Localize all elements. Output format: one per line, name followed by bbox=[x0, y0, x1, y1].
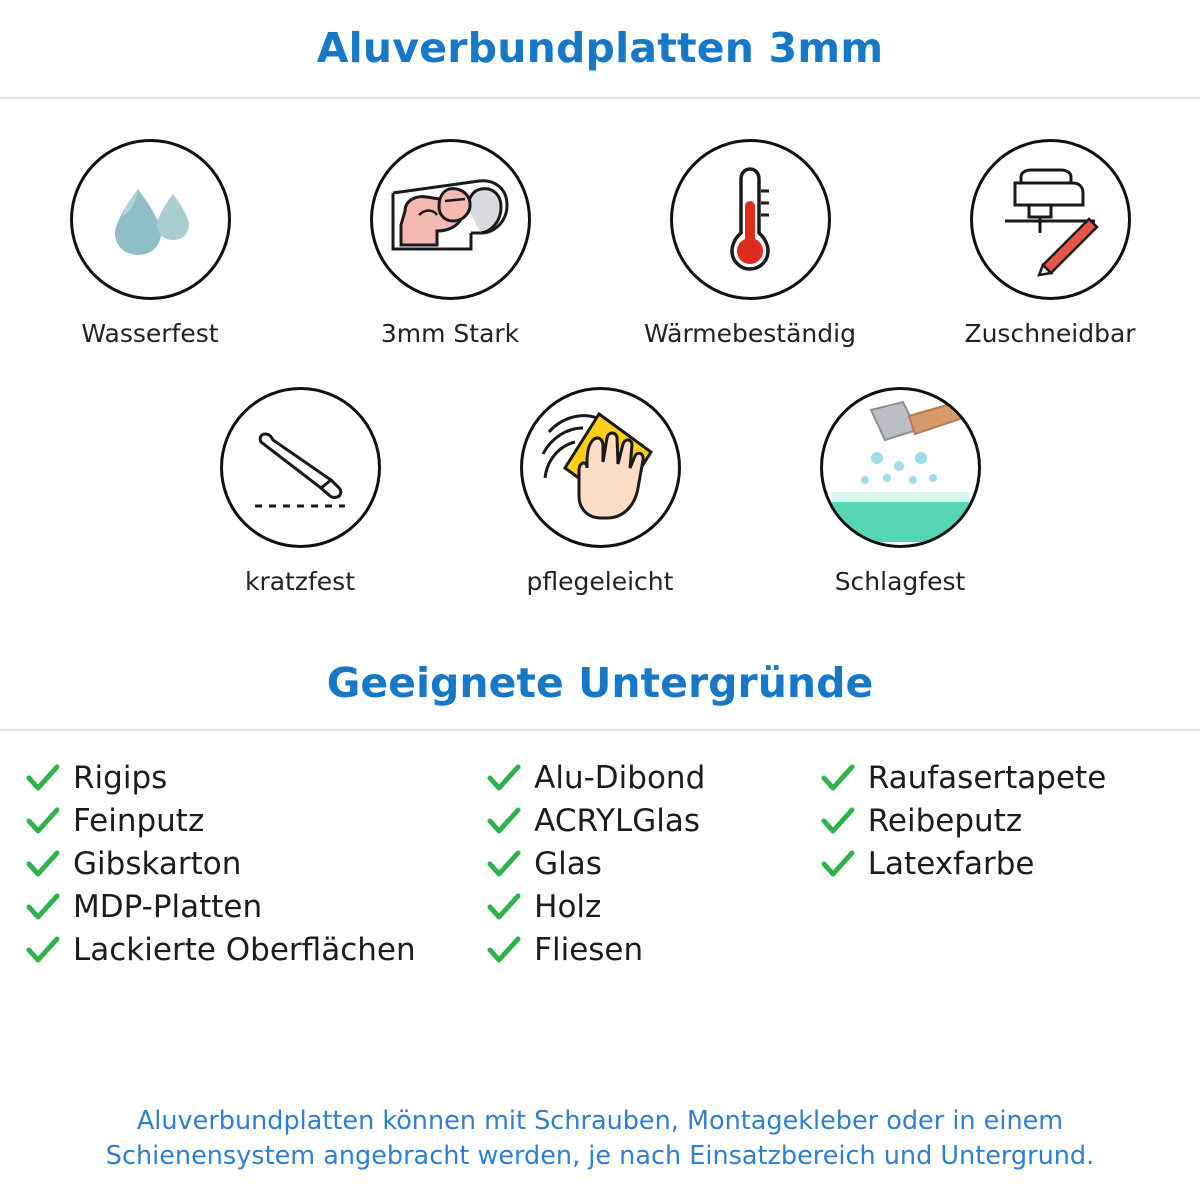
feature-label: Zuschneidbar bbox=[964, 319, 1136, 349]
check-icon bbox=[487, 892, 521, 922]
feature-wasserfest bbox=[0, 139, 300, 349]
list-item bbox=[821, 800, 1174, 843]
strong-arm-icon bbox=[375, 145, 525, 295]
feature-label: 3mm Stark bbox=[380, 319, 520, 349]
feature-icon-circle bbox=[520, 387, 681, 548]
water-drops-icon bbox=[91, 161, 209, 279]
list-item bbox=[26, 843, 487, 886]
list-item-label: ACRYLGlas bbox=[534, 802, 701, 839]
list-item-label: Feinputz bbox=[73, 802, 205, 839]
check-icon bbox=[26, 849, 60, 879]
feature-label: Wasserfest bbox=[81, 319, 219, 349]
substrates-lists bbox=[0, 757, 1200, 972]
list-item bbox=[821, 843, 1174, 886]
list-item-label: Latexfarbe bbox=[867, 845, 1035, 882]
check-icon bbox=[821, 849, 855, 879]
feature-row-2 bbox=[0, 387, 1200, 597]
list-item-label: MDP-Platten bbox=[73, 888, 263, 925]
feature-zuschneidbar bbox=[900, 139, 1200, 349]
list-item bbox=[26, 886, 487, 929]
footer-note: Aluverbundplatten können mit Schrauben, Montagekleber oder in einem Schienensystem angebracht werden, je nach Einsatzbereich und Untergrund. bbox=[105, 1105, 1095, 1171]
list-item-label: Rigips bbox=[73, 759, 168, 796]
knife-scratch-icon bbox=[235, 402, 365, 532]
check-icon bbox=[487, 849, 521, 879]
list-item-label: Holz bbox=[534, 888, 602, 925]
feature-label: Schlagfest bbox=[834, 566, 966, 596]
list-item-label: Fliesen bbox=[534, 931, 644, 968]
feature-3mm-stark bbox=[300, 139, 600, 349]
list-item bbox=[487, 800, 821, 843]
feature-grid bbox=[0, 139, 1200, 597]
page-title: Aluverbundplatten 3mm bbox=[316, 24, 884, 72]
list-item-label: Alu-Dibond bbox=[534, 759, 706, 796]
feature-kratzfest bbox=[150, 387, 450, 597]
check-icon bbox=[26, 935, 60, 965]
header bbox=[0, 0, 1200, 71]
check-icon bbox=[26, 806, 60, 836]
substrates-column-3 bbox=[821, 757, 1174, 972]
feature-icon-circle bbox=[670, 139, 831, 300]
list-item-label: Gibskarton bbox=[73, 845, 242, 882]
feature-icon-circle bbox=[970, 139, 1131, 300]
check-icon bbox=[487, 806, 521, 836]
check-icon bbox=[26, 892, 60, 922]
feature-label: Wärmebeständig bbox=[644, 319, 856, 349]
list-item-label: Glas bbox=[534, 845, 602, 882]
jigsaw-cutter-icon bbox=[985, 155, 1115, 285]
list-item-label: Lackierte Oberflächen bbox=[73, 931, 416, 968]
substrates-column-2 bbox=[487, 757, 821, 972]
substrates-column-1 bbox=[26, 757, 487, 972]
substrates-title: Geeignete Untergründe bbox=[326, 658, 874, 707]
list-item bbox=[26, 757, 487, 800]
feature-row-1 bbox=[0, 139, 1200, 349]
check-icon bbox=[487, 763, 521, 793]
thermometer-icon bbox=[691, 161, 809, 279]
check-icon bbox=[821, 763, 855, 793]
list-item bbox=[821, 757, 1174, 800]
feature-icon-circle bbox=[70, 139, 231, 300]
feature-icon-circle bbox=[220, 387, 381, 548]
check-icon bbox=[487, 935, 521, 965]
substrates-divider bbox=[0, 729, 1200, 731]
list-item bbox=[26, 800, 487, 843]
list-item bbox=[487, 757, 821, 800]
feature-schlagfest bbox=[750, 387, 1050, 597]
header-divider bbox=[0, 97, 1200, 99]
feature-icon-circle bbox=[370, 139, 531, 300]
list-item bbox=[26, 929, 487, 972]
list-item bbox=[487, 929, 821, 972]
feature-pflegeleicht bbox=[450, 387, 750, 597]
feature-icon-circle bbox=[820, 387, 981, 548]
feature-label: pflegeleicht bbox=[526, 566, 674, 596]
feature-label: kratzfest bbox=[244, 566, 355, 596]
hand-cloth-icon bbox=[525, 392, 675, 542]
hammer-impact-icon bbox=[825, 392, 975, 542]
substrates-header bbox=[0, 659, 1200, 707]
check-icon bbox=[26, 763, 60, 793]
list-item-label: Reibeputz bbox=[867, 802, 1023, 839]
feature-waermebestaendig bbox=[600, 139, 900, 349]
list-item bbox=[487, 843, 821, 886]
check-icon bbox=[821, 806, 855, 836]
list-item bbox=[487, 886, 821, 929]
list-item-label: Raufasertapete bbox=[867, 759, 1107, 796]
